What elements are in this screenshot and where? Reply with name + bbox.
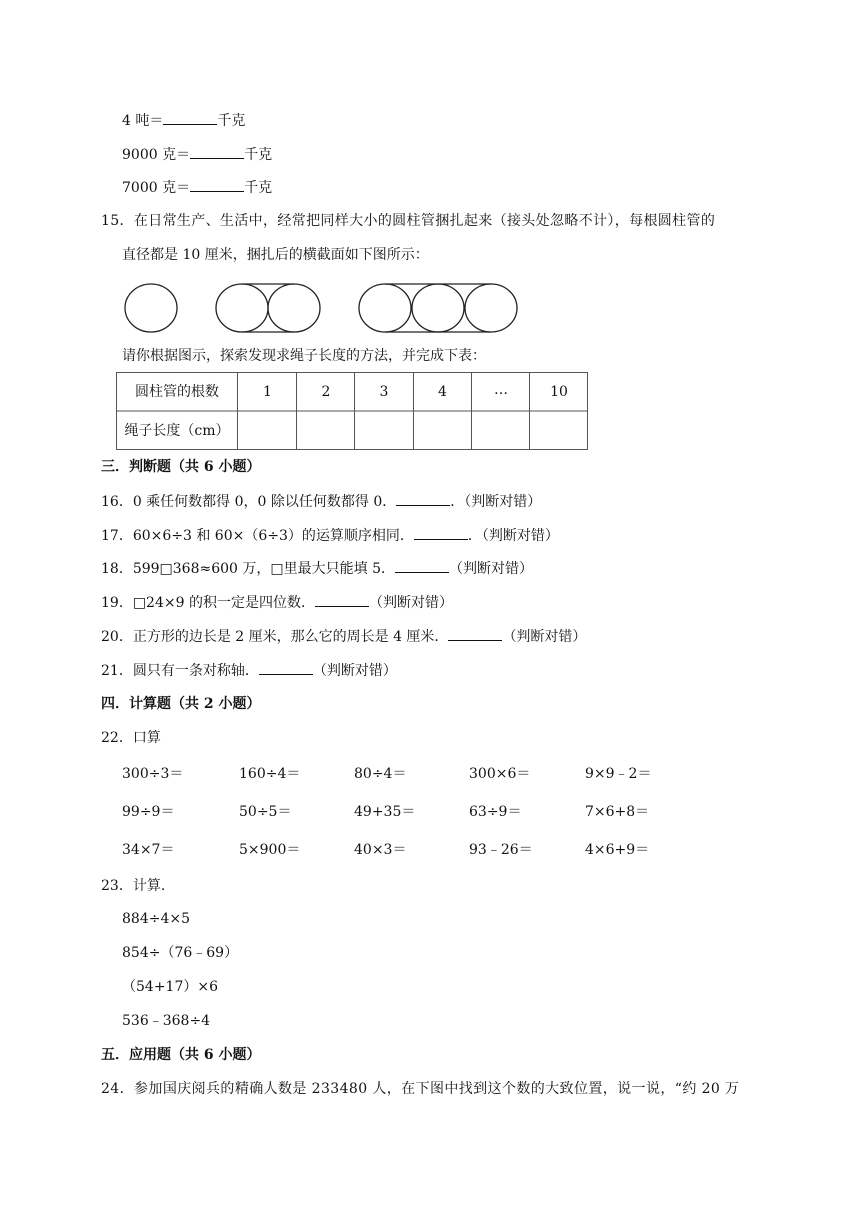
judge-tail: ．（判断对错）	[450, 494, 542, 510]
judge-item-18	[101, 558, 533, 579]
mental-calc-item: 160÷4＝	[239, 766, 301, 782]
table-cell: 4	[438, 384, 447, 400]
section-5-title: 五．应用题（共 6 小题）	[101, 1047, 261, 1063]
unit-line-suffix: 千克	[244, 180, 273, 196]
mental-calc-item: 99÷9＝	[122, 804, 175, 820]
table-answer-cell[interactable]	[530, 412, 588, 450]
pipe-circle	[216, 284, 268, 332]
calc-item: 884÷4×5	[122, 911, 190, 927]
unit-line-prefix: 9000 克＝	[122, 147, 191, 163]
q22-title: 22．口算	[101, 730, 161, 746]
judge-item-20	[101, 626, 586, 647]
table-cell: 3	[379, 384, 389, 400]
judge-item-17	[101, 525, 559, 546]
calc-item: 854÷（76﹣69）	[122, 945, 239, 961]
calc-item: （54+17）×6	[122, 979, 218, 995]
calc-item: 536﹣368÷4	[122, 1013, 211, 1029]
section-4-title: 四．计算题（共 2 小题）	[101, 696, 261, 712]
table-cell: 2	[321, 384, 331, 400]
q15-line-1: 15．在日常生产、生活中，经常把同样大小的圆柱管捆扎起来（接头处忽略不计），每根圆柱管的	[101, 213, 716, 229]
judge-text: 20．正方形的边长是 2 厘米，那么它的周长是 4 厘米．	[101, 629, 449, 645]
pipe-circle	[359, 284, 411, 332]
judge-text: 19．□24×9 的积一定是四位数．	[101, 595, 315, 611]
mental-calc-item: 50÷5＝	[239, 804, 292, 820]
mental-calc-item: 300×6＝	[469, 766, 531, 782]
unit-line-suffix: 千克	[244, 147, 273, 163]
judge-text: 21．圆只有一条对称轴．	[101, 663, 259, 679]
table-answer-cell[interactable]	[238, 412, 297, 450]
mental-calc-item: 7×6+8＝	[585, 804, 650, 820]
pipe-circle	[268, 284, 320, 332]
mental-calc-item: 63÷9＝	[469, 804, 522, 820]
judge-text: 17．60×6÷3 和 60×（6÷3）的运算顺序相同．	[101, 528, 414, 544]
q23-title: 23．计算.	[101, 878, 166, 894]
judge-text: 18．599□368≈600 万，□里最大只能填 5．	[101, 561, 395, 577]
table-cell: 1	[263, 384, 272, 400]
answer-blank[interactable]	[259, 660, 313, 675]
mental-calc-item: 4×6+9＝	[585, 842, 650, 858]
table-answer-cell[interactable]	[413, 412, 472, 450]
judge-tail: （判断对错）	[502, 629, 587, 645]
table-answer-cell[interactable]	[472, 412, 530, 450]
mental-calc-item: 9×9﹣2＝	[585, 766, 652, 782]
table-header-length: 绳子长度（cm）	[124, 423, 230, 439]
table-cell: 10	[550, 384, 568, 400]
unit-line-3	[122, 177, 272, 198]
q24-line: 24．参加国庆阅兵的精确人数是 233480 人，在下图中找到这个数的大致位置，说一说，“约 20 万	[101, 1081, 740, 1097]
unit-line-prefix: 4 吨＝	[122, 113, 164, 129]
judge-item-16	[101, 491, 541, 512]
unit-line-prefix: 7000 克＝	[122, 180, 191, 196]
mental-calc-item: 49+35＝	[354, 804, 416, 820]
section-3-title: 三．判断题（共 6 小题）	[101, 459, 261, 475]
answer-blank[interactable]	[448, 626, 502, 641]
q15-line-2: 直径都是 10 厘米，捆扎后的横截面如下图所示：	[122, 247, 429, 263]
judge-tail: （判断对错）	[448, 561, 533, 577]
table-header-count: 圆柱管的根数	[135, 384, 219, 400]
mental-calc-item: 93﹣26＝	[469, 842, 533, 858]
unit-line-2	[122, 144, 272, 165]
answer-blank[interactable]	[315, 592, 369, 607]
judge-item-19	[101, 592, 453, 613]
table-answer-cell[interactable]	[297, 412, 355, 450]
unit-line-1	[122, 110, 245, 131]
pipe-circle	[465, 284, 517, 332]
mental-calc-item: 34×7＝	[122, 842, 175, 858]
table-cell: …	[494, 382, 508, 398]
judge-text: 16．0 乘任何数都得 0，0 除以任何数都得 0．	[101, 494, 397, 510]
pipe-circle	[125, 284, 177, 332]
answer-blank[interactable]	[163, 110, 217, 125]
pipe-circle	[412, 284, 464, 332]
q15-instruction: 请你根据图示，探索发现求绳子长度的方法，并完成下表：	[122, 348, 486, 364]
mental-calc-item: 300÷3＝	[122, 766, 184, 782]
answer-blank[interactable]	[190, 144, 244, 159]
answer-blank[interactable]	[414, 525, 468, 540]
answer-blank[interactable]	[395, 558, 449, 573]
mental-calc-item: 80÷4＝	[354, 766, 407, 782]
answer-blank[interactable]	[190, 177, 244, 192]
mental-calc-item: 5×900＝	[239, 842, 301, 858]
judge-tail: ．（判断对错）	[467, 528, 559, 544]
table-answer-cell[interactable]	[355, 412, 413, 450]
mental-calc-item: 40×3＝	[354, 842, 407, 858]
unit-line-suffix: 千克	[217, 113, 246, 129]
judge-tail: （判断对错）	[312, 663, 397, 679]
judge-item-21	[101, 660, 397, 681]
answer-blank[interactable]	[396, 491, 450, 506]
judge-tail: （判断对错）	[368, 595, 453, 611]
pipe-bundle-figure	[122, 282, 522, 338]
